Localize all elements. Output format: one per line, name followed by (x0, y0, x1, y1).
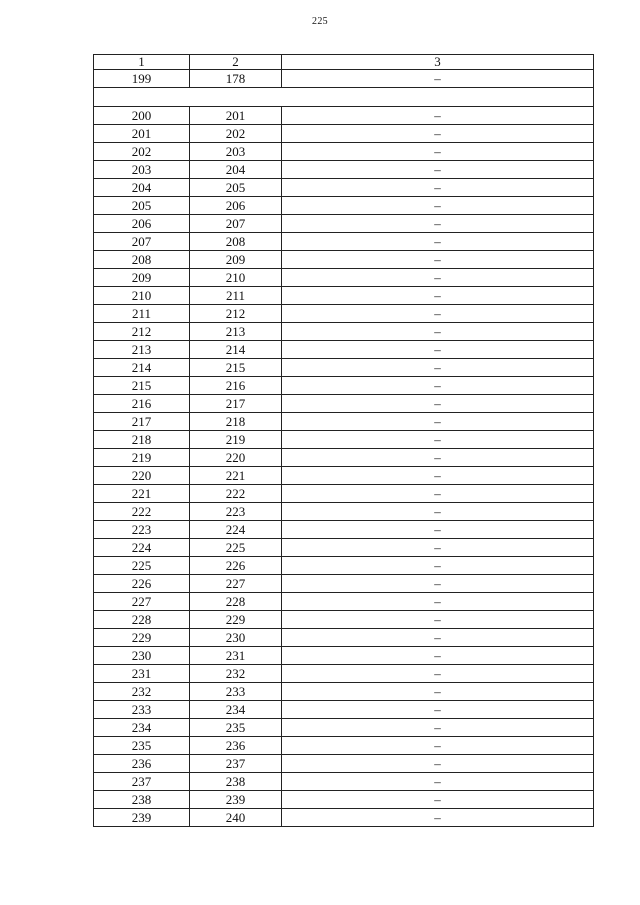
table-cell: 221 (94, 485, 190, 503)
table-cell: 225 (94, 557, 190, 575)
table-row (94, 269, 594, 287)
table-cell: 234 (94, 719, 190, 737)
table-cell: 238 (190, 773, 282, 791)
table-cell: 207 (94, 233, 190, 251)
table-cell: 214 (94, 359, 190, 377)
table-row (94, 557, 594, 575)
table-cell: 202 (94, 143, 190, 161)
table-cell: 212 (190, 305, 282, 323)
table-cell: 231 (190, 647, 282, 665)
table-cell: – (282, 683, 594, 701)
table-cell: 210 (94, 287, 190, 305)
table-row (94, 431, 594, 449)
table-cell: 236 (190, 737, 282, 755)
table-row (94, 233, 594, 251)
table-cell: – (282, 143, 594, 161)
table-row (94, 305, 594, 323)
table-cell: 231 (94, 665, 190, 683)
table-cell: 226 (94, 575, 190, 593)
table-cell: – (282, 737, 594, 755)
table-row (94, 701, 594, 719)
table-cell: 216 (190, 377, 282, 395)
table-row (94, 161, 594, 179)
table-cell: 226 (190, 557, 282, 575)
table-cell: 229 (190, 611, 282, 629)
table-row (94, 665, 594, 683)
table-cell: 222 (190, 485, 282, 503)
table-cell: 237 (94, 773, 190, 791)
table-cell: 206 (190, 197, 282, 215)
table-cell: 212 (94, 323, 190, 341)
table-row (94, 377, 594, 395)
table-cell: 204 (94, 179, 190, 197)
table-cell: 216 (94, 395, 190, 413)
table-cell: 215 (190, 359, 282, 377)
table-cell: – (282, 575, 594, 593)
table-cell: – (282, 251, 594, 269)
table-cell: – (282, 485, 594, 503)
table-cell: – (282, 503, 594, 521)
table-cell: 219 (94, 449, 190, 467)
table-row (94, 467, 594, 485)
table-cell: 218 (190, 413, 282, 431)
table-cell: – (282, 233, 594, 251)
table-cell: 199 (94, 70, 190, 88)
table-row (94, 539, 594, 557)
table-cell: 203 (190, 143, 282, 161)
table-cell: 235 (190, 719, 282, 737)
table-cell: 235 (94, 737, 190, 755)
table-cell: – (282, 809, 594, 827)
table-row (94, 593, 594, 611)
table-cell: 203 (94, 161, 190, 179)
table-cell: 215 (94, 377, 190, 395)
table-row (94, 773, 594, 791)
table-cell: 224 (94, 539, 190, 557)
table-cell: 200 (94, 107, 190, 125)
table-cell: – (282, 449, 594, 467)
table-cell: – (282, 755, 594, 773)
table-row (94, 179, 594, 197)
table-cell: 227 (94, 593, 190, 611)
table-cell: – (282, 431, 594, 449)
table-cell: 204 (190, 161, 282, 179)
table-row (94, 647, 594, 665)
table-cell: – (282, 341, 594, 359)
table-cell: 225 (190, 539, 282, 557)
table-cell: 209 (94, 269, 190, 287)
table-cell: 229 (94, 629, 190, 647)
empty-cell (94, 88, 594, 107)
table-row (94, 215, 594, 233)
table-cell: 201 (190, 107, 282, 125)
table-cell: 223 (190, 503, 282, 521)
table-cell: – (282, 395, 594, 413)
table-cell: – (282, 773, 594, 791)
table-cell: – (282, 107, 594, 125)
table-cell: – (282, 467, 594, 485)
table-cell: – (282, 161, 594, 179)
table-cell: 237 (190, 755, 282, 773)
table-row (94, 809, 594, 827)
table-cell: – (282, 323, 594, 341)
table-cell: – (282, 611, 594, 629)
table-cell: – (282, 305, 594, 323)
table-row (94, 197, 594, 215)
column-header-3: 3 (282, 55, 594, 70)
table-cell: 233 (190, 683, 282, 701)
table-cell: 211 (190, 287, 282, 305)
table-cell: – (282, 701, 594, 719)
column-header-1: 1 (94, 55, 190, 70)
table-row (94, 143, 594, 161)
table-cell: – (282, 719, 594, 737)
column-header-2: 2 (190, 55, 282, 70)
data-table (93, 54, 594, 827)
table-cell: – (282, 593, 594, 611)
table-cell: – (282, 287, 594, 305)
table-row (94, 719, 594, 737)
table-cell: 202 (190, 125, 282, 143)
table-cell: 224 (190, 521, 282, 539)
table-cell: – (282, 70, 594, 88)
table-cell: – (282, 557, 594, 575)
table-cell: – (282, 215, 594, 233)
table-cell: 223 (94, 521, 190, 539)
table-row (94, 611, 594, 629)
table-cell: 208 (94, 251, 190, 269)
table-cell: – (282, 197, 594, 215)
table-cell: 227 (190, 575, 282, 593)
table-cell: – (282, 629, 594, 647)
table-row (94, 413, 594, 431)
page-number: 225 (312, 16, 328, 27)
table-row (94, 755, 594, 773)
table-cell: 232 (94, 683, 190, 701)
table-row (94, 70, 594, 88)
table-cell: 208 (190, 233, 282, 251)
table-row (94, 251, 594, 269)
table-cell: – (282, 647, 594, 665)
table-row (94, 503, 594, 521)
table-row (94, 107, 594, 125)
table-cell: 178 (190, 70, 282, 88)
table-row (94, 791, 594, 809)
table-cell: 213 (190, 323, 282, 341)
table-cell: 228 (190, 593, 282, 611)
table-cell: – (282, 539, 594, 557)
table-cell: 228 (94, 611, 190, 629)
table-row (94, 323, 594, 341)
table-cell: – (282, 377, 594, 395)
table-row (94, 683, 594, 701)
table-row (94, 395, 594, 413)
table-cell: – (282, 359, 594, 377)
table-cell: 230 (94, 647, 190, 665)
table-row (94, 287, 594, 305)
table-row (94, 575, 594, 593)
table-cell: 201 (94, 125, 190, 143)
table-body (94, 70, 594, 827)
table-cell: 213 (94, 341, 190, 359)
table-cell: 205 (190, 179, 282, 197)
table-cell: 210 (190, 269, 282, 287)
table-cell: 239 (94, 809, 190, 827)
table-cell: 232 (190, 665, 282, 683)
table-cell: – (282, 521, 594, 539)
table-cell: 211 (94, 305, 190, 323)
table-row (94, 737, 594, 755)
table-row (94, 341, 594, 359)
table-cell: 217 (94, 413, 190, 431)
table-cell: – (282, 791, 594, 809)
table-cell: – (282, 179, 594, 197)
table-cell: 220 (190, 449, 282, 467)
table-cell: 209 (190, 251, 282, 269)
table-cell: 230 (190, 629, 282, 647)
table-header-row (94, 55, 594, 70)
table-cell: 217 (190, 395, 282, 413)
table-cell: 236 (94, 755, 190, 773)
table-cell: – (282, 413, 594, 431)
table-cell: 206 (94, 215, 190, 233)
table-row (94, 485, 594, 503)
table-cell: 205 (94, 197, 190, 215)
table-cell: 234 (190, 701, 282, 719)
table-cell: 238 (94, 791, 190, 809)
table-row (94, 125, 594, 143)
table-cell: 207 (190, 215, 282, 233)
table-cell: – (282, 125, 594, 143)
table-cell: 240 (190, 809, 282, 827)
table-row (94, 359, 594, 377)
table-spacer-row (94, 88, 594, 107)
table-cell: 222 (94, 503, 190, 521)
table-cell: 219 (190, 431, 282, 449)
table-cell: 218 (94, 431, 190, 449)
table-cell: 233 (94, 701, 190, 719)
table-cell: 221 (190, 467, 282, 485)
table-cell: 214 (190, 341, 282, 359)
table-cell: 220 (94, 467, 190, 485)
table-row (94, 521, 594, 539)
table-row (94, 629, 594, 647)
table-cell: – (282, 269, 594, 287)
table-cell: – (282, 665, 594, 683)
table-cell: 239 (190, 791, 282, 809)
table-row (94, 449, 594, 467)
